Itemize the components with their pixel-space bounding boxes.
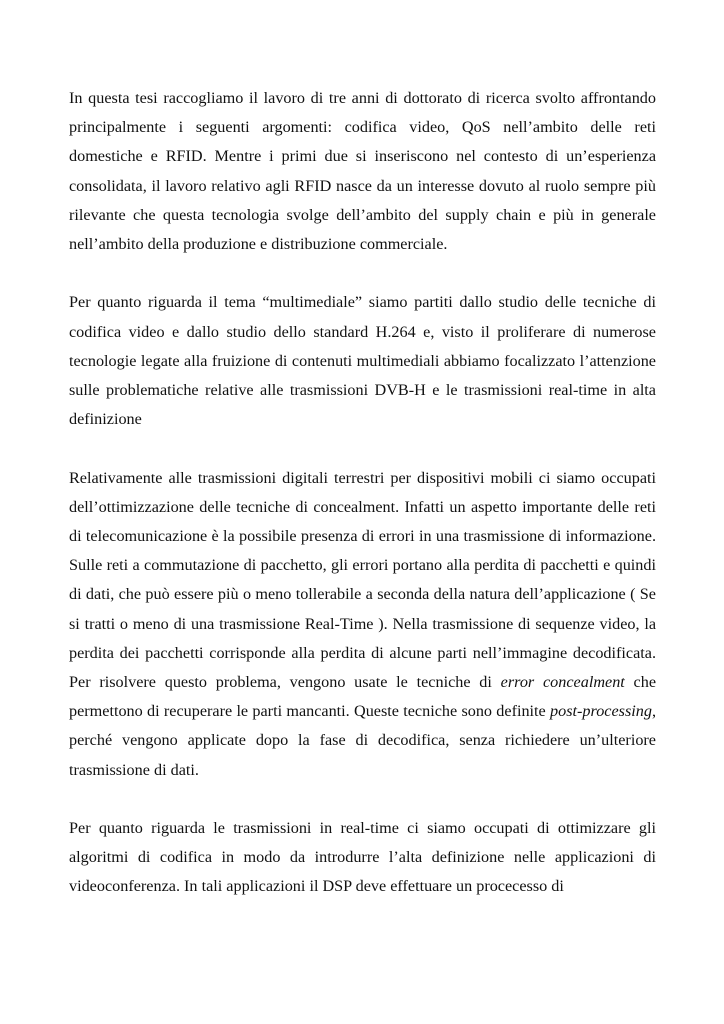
italic-term-error-concealment: error concealment — [500, 673, 625, 692]
paragraph-text: Relativamente alle trasmissioni digitali terrestri per dispositivi mobili ci siamo occupati dell’ottimizzazione delle tecniche di concealment. Infatti un aspetto importante delle reti di telecomunicazione è la possibile presenza di errori in una trasmissione di informazione. Sulle reti a commutazione di pacchetto, gli errori portano alla perdita di pacchetti e quindi di dati, che può essere più o meno tollerabile a seconda della natura dell’applicazione ( Se si tratti o meno di una trasmissione Real-Time ). Nella trasmissione di sequenze video, la perdita dei pacchetti corrisponde alla perdita di alcune parti nell’immagine decodificata. Per risolvere questo problema, vengono usate le tecniche di — [69, 468, 656, 692]
paragraph-intro — [69, 84, 656, 259]
document-page — [69, 84, 656, 902]
paragraph-text: che permettono di recuperare le parti mancanti. Queste tecniche sono definite — [69, 673, 657, 721]
paragraph-realtime — [69, 814, 656, 902]
paragraph-text: Per quanto riguarda il tema “multimediale” siamo partiti dallo studio delle tecniche di codifica video e dallo studio dello standard H.264 e, visto il proliferare di numerose tecnologie legate alla fruizione di contenuti multimediali abbiamo focalizzato l’attenzione sulle problematiche relative alle trasmissioni DVB-H e le trasmissioni real-time in alta definizione — [69, 293, 656, 429]
paragraph-multimedia — [69, 288, 656, 434]
paragraph-text: Per quanto riguarda le trasmissioni in real-time ci siamo occupati di ottimizzare gli algoritmi di codifica in modo da introdurre l’alta definizione nelle applicazioni di videoconferenza. In tali applicazioni il DSP deve effettuare un procecesso di — [69, 819, 656, 896]
paragraph-text: , perché vengono applicate dopo la fase di decodifica, senza richiedere un’ulteriore trasmissione di dati. — [69, 702, 656, 779]
italic-term-post-processing: post-processing — [550, 702, 652, 721]
paragraph-concealment — [69, 464, 656, 785]
paragraph-text: In questa tesi raccogliamo il lavoro di tre anni di dottorato di ricerca svolto affrontando principalmente i seguenti argomenti: codifica video, QoS nell’ambito delle reti domestiche e RFID. Mentre i primi due si inseriscono nel contesto di un’esperienza consolidata, il lavoro relativo agli RFID nasce da un interesse dovuto al ruolo sempre più rilevante che questa tecnologia svolge dell’ambito del supply chain e più in generale nell’ambito della produzione e distribuzione commerciale. — [69, 89, 656, 254]
